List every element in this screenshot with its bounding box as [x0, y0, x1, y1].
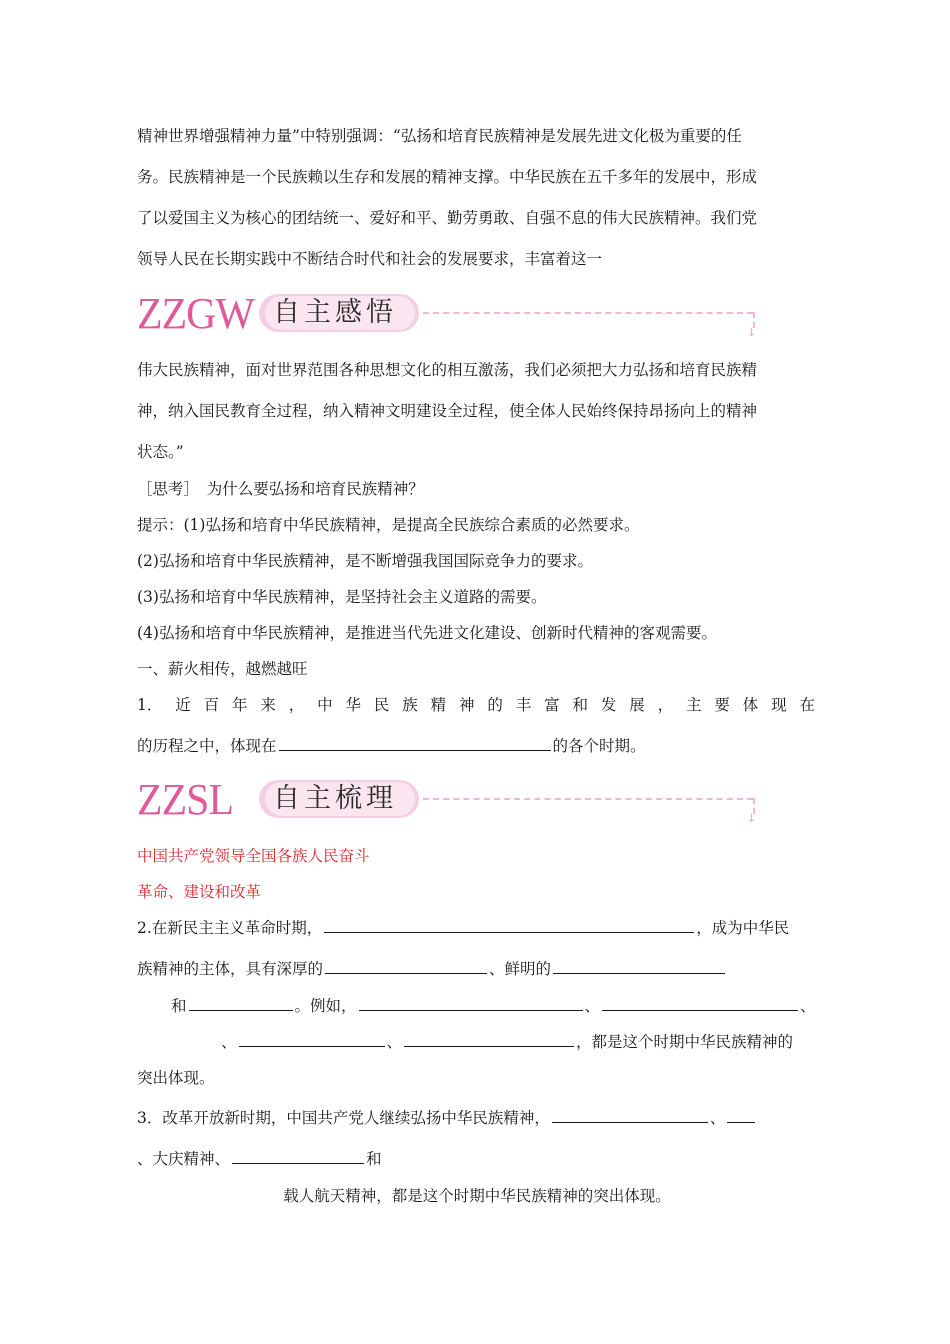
arrow-down-icon: ↓	[747, 326, 757, 339]
q1-char: 展	[629, 696, 645, 714]
cont-line-2: 神，纳入国民教育全过程，纳入精神文明建设全过程，使全体人民始终保持昂扬向上的精神	[137, 402, 758, 420]
q1-char: 年	[231, 696, 248, 714]
q3-text-c: 、大庆精神、	[137, 1150, 231, 1168]
section-heading: 一、薪火相传，越燃越旺	[137, 660, 308, 678]
fill-blank[interactable]	[553, 972, 725, 974]
fill-blank[interactable]	[404, 1045, 574, 1047]
q2-text-j: 、	[386, 1033, 403, 1051]
question-3	[137, 1098, 817, 1180]
q1-char: 华	[345, 696, 361, 714]
q2-text-f: 。例如，	[294, 997, 357, 1015]
hint-3: (3)弘扬和培育中华民族精神，是坚持社会主义道路的需要。	[137, 588, 547, 606]
q2-line-2	[137, 949, 817, 990]
fill-blank[interactable]	[359, 1009, 583, 1011]
q2-line-4	[137, 1024, 817, 1060]
hint-4: (4)弘扬和培育中华民族精神，是推进当代先进文化建设、创新时代精神的客观需要。	[137, 624, 717, 642]
banner-code: ZZGW	[137, 289, 254, 338]
q2-line-3	[137, 988, 817, 1024]
question-2	[137, 908, 817, 990]
q1-char: ，	[288, 696, 305, 714]
q1-char: 体	[742, 696, 759, 714]
q2-text-k: ，都是这个时期中华民族精神的	[576, 1033, 794, 1051]
q1-char: 在	[799, 696, 815, 714]
q1-text-b: 的各个时期。	[552, 737, 646, 755]
q2-line-1	[137, 908, 817, 949]
q1-char: 丰	[515, 696, 532, 714]
q1-char: 族	[402, 696, 418, 714]
intro-line-1: 精神世界增强精神力量”中特别强调：“弘扬和培育民族精神是发展先进文化极为重要的任	[137, 127, 742, 145]
answer-1: 中国共产党领导全国各族人民奋斗	[137, 847, 370, 865]
section-banner-zzsl	[137, 776, 757, 826]
arrow-down-icon: ↓	[747, 812, 757, 825]
banner-dashed-line	[423, 798, 753, 800]
banner-dashed-line	[423, 312, 753, 314]
q1-char: 精	[430, 696, 447, 714]
fill-blank[interactable]	[602, 1009, 798, 1011]
q2-text-c: 族精神的主体，具有深厚的	[137, 960, 324, 978]
q3-text-a: 3．改革开放新时期，中国共产党人继续弘扬中华民族精神，	[137, 1109, 550, 1127]
think-question: ［思考］ 为什么要弘扬和培育民族精神？	[137, 480, 424, 498]
intro-line-2: 务。民族精神是一个民族赖以生存和发展的精神支撑。中华民族在五千多年的发展中，形成	[137, 168, 758, 186]
hint-2: (2)弘扬和培育中华民族精神，是不断增强我国国际竞争力的要求。	[137, 552, 593, 570]
q1-char: 发	[600, 696, 617, 714]
q3-text-b: 、	[709, 1109, 726, 1127]
cont-line-1: 伟大民族精神，面对世界范围各种思想文化的相互激荡，我们必须把大力弘扬和培育民族精	[137, 361, 758, 379]
q1-char: 富	[544, 696, 560, 714]
banner-title: 自主梳理	[273, 783, 397, 814]
answer-2: 革命、建设和改革	[137, 883, 262, 901]
section-banner-zzgw	[137, 290, 757, 340]
intro-line-4: 领导人民在长期实践中不断结合时代和社会的发展要求，丰富着这一	[137, 250, 603, 268]
q1-char: 1．	[137, 696, 163, 714]
fill-blank[interactable]	[324, 931, 694, 933]
q1-char: ，	[657, 696, 674, 714]
q1-char: 现	[771, 696, 787, 714]
fill-blank[interactable]	[239, 1045, 385, 1047]
q1-line-1	[137, 685, 815, 726]
fill-blank[interactable]	[279, 749, 551, 751]
banner-code: ZZSL	[137, 775, 234, 824]
q3-line-1	[137, 1098, 817, 1139]
q2-text-d: 、鲜明的	[489, 960, 552, 978]
question-1	[137, 685, 817, 767]
answer-block	[137, 838, 817, 910]
intro-paragraph	[137, 116, 817, 280]
q3-line-3: 载人航天精神，都是这个时期中华民族精神的突出体现。	[283, 1187, 671, 1205]
think-block	[137, 471, 817, 687]
q2-text-a: 2.在新民主主义革命时期，	[137, 919, 323, 937]
fill-blank[interactable]	[552, 1121, 708, 1123]
q1-line-2	[137, 726, 817, 767]
fill-blank[interactable]	[727, 1121, 755, 1123]
q1-char: 近	[175, 696, 191, 714]
fill-blank[interactable]	[325, 972, 487, 974]
q2-text-g: 、	[584, 997, 601, 1015]
fill-blank[interactable]	[189, 1009, 293, 1011]
q1-text-a: 的历程之中，体现在	[137, 737, 277, 755]
q1-char: 的	[487, 696, 503, 714]
q3-text-d: 和	[366, 1150, 382, 1168]
q1-char: 民	[373, 696, 390, 714]
q1-char: 主	[685, 696, 702, 714]
banner-title: 自主感悟	[273, 297, 397, 328]
q1-char: 神	[458, 696, 475, 714]
q2-text-b: ，成为中华民	[696, 919, 790, 937]
continued-paragraph	[137, 350, 817, 473]
intro-line-3: 了以爱国主义为核心的团结统一、爱好和平、勤劳勇敢、自强不息的伟大民族精神。我们党	[137, 209, 758, 227]
q1-char: 来	[260, 696, 276, 714]
q2-text-e: 和	[171, 997, 187, 1015]
q2-text-h: 、	[800, 997, 816, 1015]
q3-line-2	[137, 1139, 817, 1180]
question-2-cont	[137, 988, 817, 1096]
q1-char: 中	[317, 696, 333, 714]
q2-text-i: 、	[221, 1033, 237, 1051]
q1-char: 和	[572, 696, 588, 714]
hint-1: 提示：(1)弘扬和培育中华民族精神，是提高全民族综合素质的必然要求。	[137, 516, 640, 534]
cont-line-3: 状态。”	[137, 443, 184, 461]
q1-char: 要	[714, 696, 730, 714]
fill-blank[interactable]	[232, 1162, 364, 1164]
q2-line-5: 突出体现。	[137, 1069, 215, 1087]
q1-char: 百	[203, 696, 220, 714]
